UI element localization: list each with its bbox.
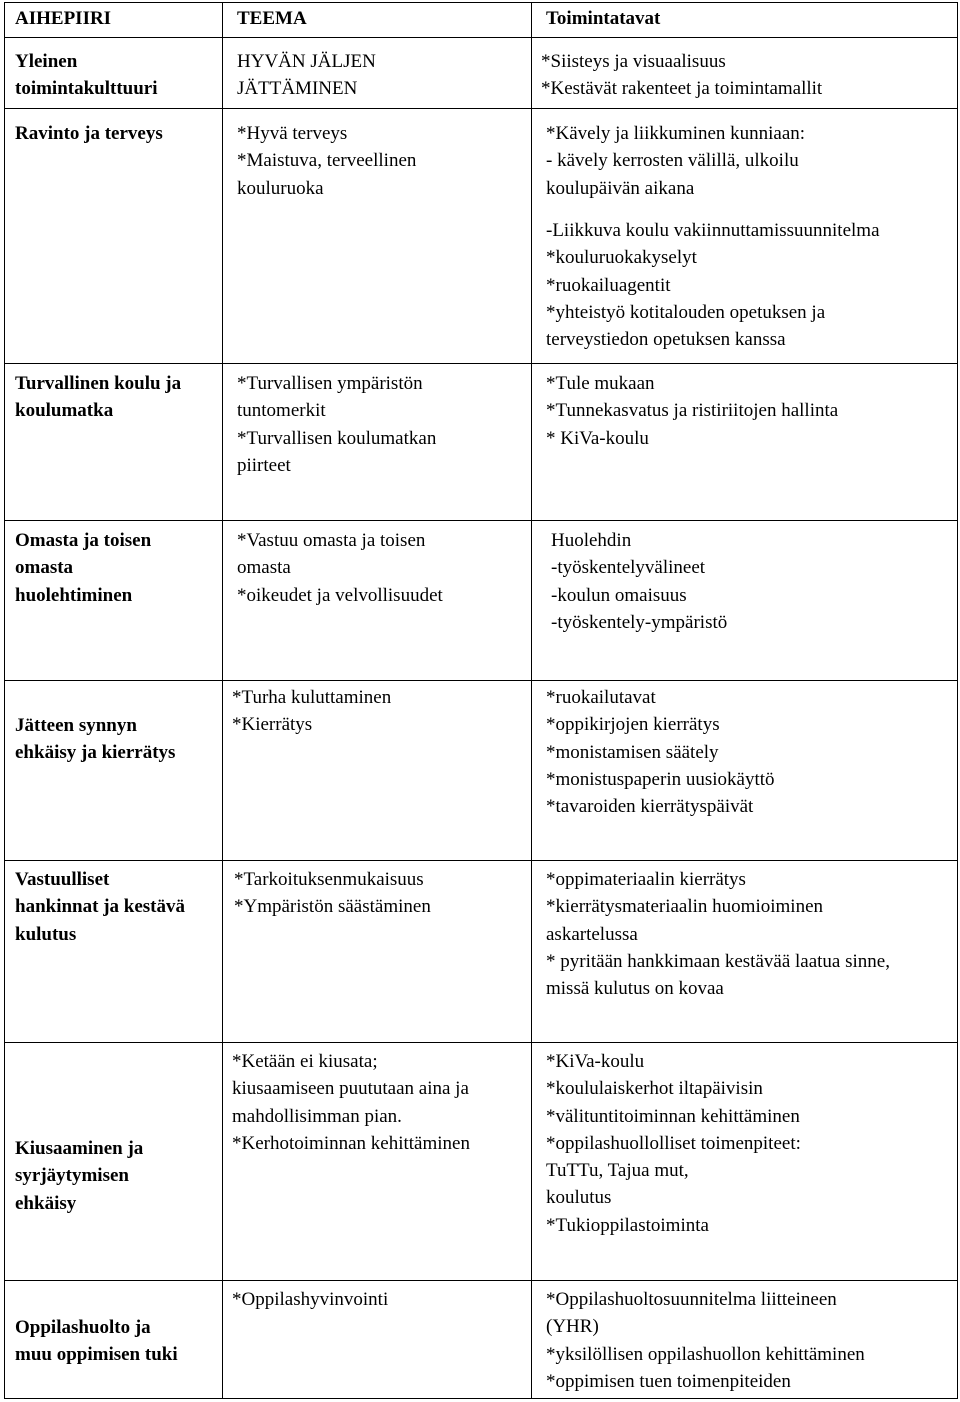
row2-actions-continued: -Liikkuva koulu vakiinnuttamissuunnitelma *kouluruokakyselyt *ruokailuagentit *yhteistyö kotitalouden opetuksen ja terveystiedon opetuksen kanssa	[546, 220, 880, 351]
row3-theme: *Turvallisen ympäristön tuntomerkit *Turvallisen koulumatkan piirteet	[237, 373, 437, 476]
header-toimintatavat: Toimintatavat	[546, 8, 661, 29]
row4-actions: Huolehdin -työskentelyvälineet -koulun omaisuus -työskentely-ympäristö	[551, 530, 728, 633]
header-teema: TEEMA	[237, 8, 307, 29]
row8-actions: *Oppilashuoltosuunnitelma liitteineen (YHR) *yksilöllisen oppilashuollon kehittäminen *oppimisen tuen toimenpiteiden	[546, 1289, 865, 1392]
table-rule-row4	[4, 680, 958, 681]
row6-actions: *oppimateriaalin kierrätys *kierrätysmateriaalin huomioiminen askartelussa * pyritään hankkimaan kestävää laatua sinne, missä kulutus on kovaa	[546, 869, 890, 1000]
row1-theme: HYVÄN JÄLJEN JÄTTÄMINEN	[237, 51, 376, 100]
row4-theme: *Vastuu omasta ja toisen omasta *oikeudet ja velvollisuudet	[237, 530, 443, 606]
row7-topic: Kiusaaminen ja syrjäytymisen ehkäisy	[15, 1138, 144, 1214]
row1-topic: Yleinen toimintakulttuuri	[15, 51, 158, 100]
row8-theme: *Oppilashyvinvointi	[232, 1289, 389, 1310]
table-rule-row6	[4, 1042, 958, 1043]
row6-theme: *Tarkoituksenmukaisuus *Ympäristön säästäminen	[234, 869, 431, 918]
row7-theme: *Ketään ei kiusata; kiusaamiseen puututaan aina ja mahdollisimman pian. *Kerhotoiminnan kehittäminen	[232, 1051, 470, 1154]
table-rule-header	[4, 37, 958, 38]
table-rule-row5	[4, 860, 958, 861]
row3-topic: Turvallinen koulu ja koulumatka	[15, 373, 182, 422]
row5-actions: *ruokailutavat *oppikirjojen kierrätys *monistamisen säätely *monistuspaperin uusiokäyttö *tavaroiden kierrätyspäivät	[546, 687, 775, 818]
table-rule-row2	[4, 363, 958, 364]
row5-topic: Jätteen synnyn ehkäisy ja kierrätys	[15, 715, 176, 764]
row3-actions: *Tule mukaan *Tunnekasvatus ja ristiriitojen hallinta * KiVa-koulu	[546, 373, 839, 449]
row7-actions: *KiVa-koulu *koululaiskerhot iltapäivisin *välituntitoiminnan kehittäminen *oppilashuollolliset toimenpiteet: TuTTu, Tajua mut, koulutus *Tukioppilastoiminta	[546, 1051, 801, 1236]
table-rule-col3	[531, 2, 532, 1399]
row1-actions: *Siisteys ja visuaalisuus *Kestävät rakenteet ja toimintamallit	[541, 51, 823, 100]
row8-topic: Oppilashuolto ja muu oppimisen tuki	[15, 1317, 178, 1366]
table-rule-right	[957, 2, 958, 1399]
row6-topic: Vastuulliset hankinnat ja kestävä kulutus	[15, 869, 185, 945]
row2-theme: *Hyvä terveys *Maistuva, terveellinen kouluruoka	[237, 123, 417, 199]
table-rule-row7	[4, 1280, 958, 1281]
row2-actions: *Kävely ja liikkuminen kunniaan: - kävely kerrosten välillä, ulkoilu koulupäivän aikana	[546, 123, 806, 199]
table-rule-top	[4, 2, 958, 3]
row4-topic: Omasta ja toisen omasta huolehtiminen	[15, 530, 152, 606]
table-rule-row3	[4, 520, 958, 521]
table-rule-left	[4, 2, 5, 1399]
table-rule-col2	[222, 2, 223, 1399]
table-rule-bottom	[4, 1398, 958, 1399]
row2-topic: Ravinto ja terveys	[15, 123, 163, 144]
row5-theme: *Turha kuluttaminen *Kierrätys	[232, 687, 392, 736]
header-aihepiiri: AIHEPIIRI	[15, 8, 112, 29]
table-rule-row1	[4, 108, 958, 109]
